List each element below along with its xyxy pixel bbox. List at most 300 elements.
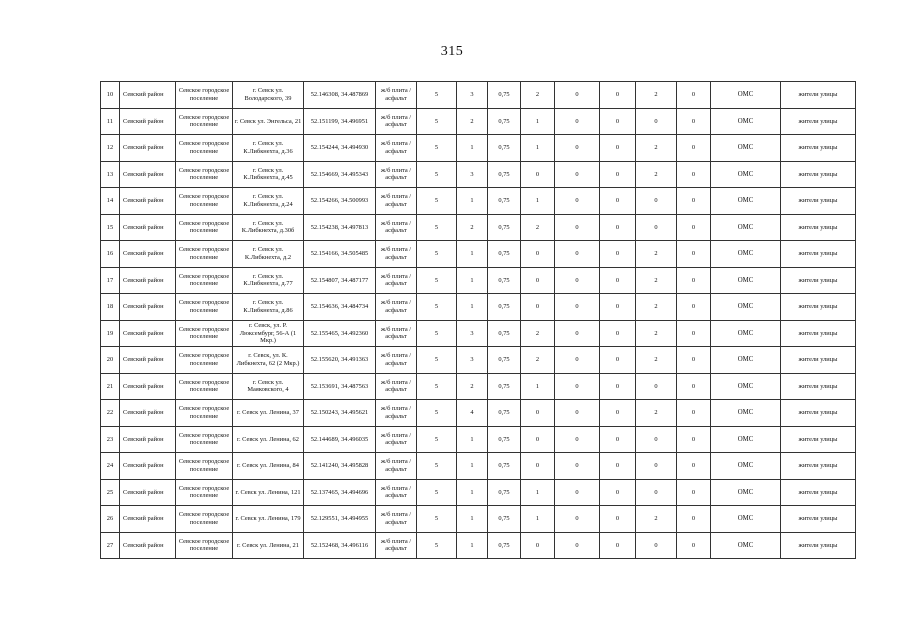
cell-value-3: 0,75: [488, 267, 521, 294]
cell-value-3: 0,75: [488, 188, 521, 215]
cell-owner: ОМС: [711, 320, 781, 347]
table-row: [101, 108, 856, 135]
cell-settlement: Севское городское поселение: [176, 135, 233, 162]
cell-value-2: 1: [457, 135, 488, 162]
cell-address: г. Севск ул. Ленина, 37: [233, 400, 304, 427]
cell-coordinates: 52.146308, 34.487869: [304, 82, 376, 109]
cell-value-3: 0,75: [488, 373, 521, 400]
cell-value-2: 1: [457, 267, 488, 294]
cell-value-8: 0: [677, 294, 711, 321]
cell-surface: ж/б плита /асфальт: [376, 188, 417, 215]
table-row: [101, 479, 856, 506]
cell-value-1: 5: [417, 214, 457, 241]
cell-value-5: 0: [555, 400, 600, 427]
cell-district: Севский район: [120, 320, 176, 347]
cell-surface: ж/б плита /асфальт: [376, 426, 417, 453]
cell-owner: ОМС: [711, 479, 781, 506]
cell-value-4: 0: [521, 241, 555, 268]
cell-coordinates: 52.141240, 34.495828: [304, 453, 376, 480]
cell-value-6: 0: [600, 347, 636, 374]
table-row: [101, 532, 856, 559]
cell-district: Севский район: [120, 188, 176, 215]
table-row: [101, 214, 856, 241]
cell-value-7: 0: [636, 426, 677, 453]
cell-value-2: 1: [457, 506, 488, 533]
cell-address: г. Севск ул. Ленина, 21: [233, 532, 304, 559]
cell-coordinates: 52.154807, 34.487177: [304, 267, 376, 294]
cell-value-4: 0: [521, 532, 555, 559]
cell-value-7: 2: [636, 267, 677, 294]
cell-value-4: 2: [521, 320, 555, 347]
cell-value-5: 0: [555, 347, 600, 374]
table-row: [101, 506, 856, 533]
cell-district: Севский район: [120, 426, 176, 453]
cell-value-6: 0: [600, 188, 636, 215]
cell-row-number: 14: [101, 188, 120, 215]
cell-value-8: 0: [677, 82, 711, 109]
cell-users: жители улицы: [781, 426, 856, 453]
cell-value-4: 0: [521, 426, 555, 453]
cell-value-3: 0,75: [488, 161, 521, 188]
cell-owner: ОМС: [711, 294, 781, 321]
cell-owner: ОМС: [711, 161, 781, 188]
cell-value-5: 0: [555, 267, 600, 294]
cell-value-7: 0: [636, 188, 677, 215]
cell-owner: ОМС: [711, 373, 781, 400]
cell-row-number: 12: [101, 135, 120, 162]
cell-value-1: 5: [417, 161, 457, 188]
cell-value-5: 0: [555, 373, 600, 400]
cell-address: г. Севск ул. Маяковского, 4: [233, 373, 304, 400]
cell-address: г. Севск ул. К.Либкнехта, д.2: [233, 241, 304, 268]
cell-settlement: Севское городское поселение: [176, 214, 233, 241]
table-row: [101, 82, 856, 109]
cell-address: г. Севск ул. К.Либкнехта, д.86: [233, 294, 304, 321]
cell-value-2: 1: [457, 453, 488, 480]
cell-users: жители улицы: [781, 241, 856, 268]
cell-coordinates: 52.153691, 34.487563: [304, 373, 376, 400]
cell-value-5: 0: [555, 188, 600, 215]
cell-row-number: 16: [101, 241, 120, 268]
cell-settlement: Севское городское поселение: [176, 506, 233, 533]
cell-settlement: Севское городское поселение: [176, 241, 233, 268]
cell-owner: ОМС: [711, 108, 781, 135]
cell-value-8: 0: [677, 188, 711, 215]
cell-owner: ОМС: [711, 188, 781, 215]
cell-users: жители улицы: [781, 373, 856, 400]
cell-value-2: 2: [457, 214, 488, 241]
cell-users: жители улицы: [781, 214, 856, 241]
cell-surface: ж/б плита /асфальт: [376, 532, 417, 559]
table-row: [101, 161, 856, 188]
cell-value-7: 2: [636, 294, 677, 321]
cell-value-4: 0: [521, 400, 555, 427]
cell-value-8: 0: [677, 453, 711, 480]
cell-row-number: 18: [101, 294, 120, 321]
cell-address: г. Севск ул. Ленина, 62: [233, 426, 304, 453]
cell-district: Севский район: [120, 214, 176, 241]
cell-row-number: 19: [101, 320, 120, 347]
cell-value-2: 3: [457, 82, 488, 109]
cell-owner: ОМС: [711, 267, 781, 294]
cell-value-7: 0: [636, 453, 677, 480]
cell-value-7: 2: [636, 135, 677, 162]
cell-value-5: 0: [555, 82, 600, 109]
cell-value-1: 5: [417, 320, 457, 347]
table-row: [101, 135, 856, 162]
cell-value-8: 0: [677, 214, 711, 241]
cell-surface: ж/б плита /асфальт: [376, 506, 417, 533]
cell-value-2: 4: [457, 400, 488, 427]
cell-value-5: 0: [555, 161, 600, 188]
cell-row-number: 21: [101, 373, 120, 400]
cell-value-8: 0: [677, 108, 711, 135]
cell-value-5: 0: [555, 320, 600, 347]
cell-value-1: 5: [417, 347, 457, 374]
cell-surface: ж/б плита /асфальт: [376, 400, 417, 427]
cell-address: г. Севск, ул. К. Либкнехта, 62 (2 Мкр.): [233, 347, 304, 374]
cell-owner: ОМС: [711, 506, 781, 533]
cell-value-7: 0: [636, 108, 677, 135]
cell-value-1: 5: [417, 426, 457, 453]
cell-value-3: 0,75: [488, 214, 521, 241]
cell-users: жители улицы: [781, 267, 856, 294]
cell-value-7: 2: [636, 506, 677, 533]
cell-value-8: 0: [677, 161, 711, 188]
cell-surface: ж/б плита /асфальт: [376, 373, 417, 400]
cell-settlement: Севское городское поселение: [176, 373, 233, 400]
cell-value-8: 0: [677, 135, 711, 162]
cell-value-2: 1: [457, 479, 488, 506]
cell-value-3: 0,75: [488, 320, 521, 347]
cell-row-number: 10: [101, 82, 120, 109]
cell-value-6: 0: [600, 214, 636, 241]
cell-value-4: 1: [521, 506, 555, 533]
cell-value-6: 0: [600, 400, 636, 427]
cell-address: г. Севск, ул. Р. Люксембург, 56-А (1 Мкр.): [233, 320, 304, 347]
cell-value-3: 0,75: [488, 347, 521, 374]
table-row: [101, 320, 856, 347]
cell-address: г. Севск ул. Ленина, 84: [233, 453, 304, 480]
cell-surface: ж/б плита /асфальт: [376, 267, 417, 294]
cell-surface: ж/б плита /асфальт: [376, 479, 417, 506]
cell-value-4: 2: [521, 214, 555, 241]
cell-users: жители улицы: [781, 294, 856, 321]
cell-settlement: Севское городское поселение: [176, 320, 233, 347]
cell-coordinates: 52.154244, 34.494930: [304, 135, 376, 162]
cell-coordinates: 52.154238, 34.497813: [304, 214, 376, 241]
cell-value-5: 0: [555, 453, 600, 480]
cell-owner: ОМС: [711, 347, 781, 374]
cell-owner: ОМС: [711, 241, 781, 268]
cell-coordinates: 52.137465, 34.494696: [304, 479, 376, 506]
cell-value-2: 1: [457, 188, 488, 215]
cell-value-1: 5: [417, 267, 457, 294]
cell-district: Севский район: [120, 241, 176, 268]
cell-address: г. Севск ул. К.Либкнехта, д.77: [233, 267, 304, 294]
cell-surface: ж/б плита /асфальт: [376, 294, 417, 321]
table-row: [101, 426, 856, 453]
cell-settlement: Севское городское поселение: [176, 82, 233, 109]
cell-value-7: 2: [636, 82, 677, 109]
cell-value-1: 5: [417, 373, 457, 400]
table-row: [101, 267, 856, 294]
cell-value-4: 1: [521, 373, 555, 400]
cell-surface: ж/б плита /асфальт: [376, 135, 417, 162]
cell-district: Севский район: [120, 82, 176, 109]
cell-value-1: 5: [417, 479, 457, 506]
cell-row-number: 26: [101, 506, 120, 533]
cell-row-number: 17: [101, 267, 120, 294]
cell-owner: ОМС: [711, 532, 781, 559]
cell-value-5: 0: [555, 532, 600, 559]
cell-value-5: 0: [555, 214, 600, 241]
cell-settlement: Севское городское поселение: [176, 267, 233, 294]
cell-settlement: Севское городское поселение: [176, 426, 233, 453]
cell-address: г. Севск ул. Володарского, 39: [233, 82, 304, 109]
cell-value-6: 0: [600, 320, 636, 347]
cell-row-number: 15: [101, 214, 120, 241]
cell-value-3: 0,75: [488, 426, 521, 453]
cell-value-8: 0: [677, 479, 711, 506]
cell-value-2: 3: [457, 320, 488, 347]
cell-value-1: 5: [417, 400, 457, 427]
cell-coordinates: 52.144689, 34.496035: [304, 426, 376, 453]
cell-district: Севский район: [120, 400, 176, 427]
cell-coordinates: 52.154669, 34.495343: [304, 161, 376, 188]
cell-district: Севский район: [120, 294, 176, 321]
cell-value-7: 0: [636, 373, 677, 400]
cell-owner: ОМС: [711, 214, 781, 241]
cell-surface: ж/б плита /асфальт: [376, 82, 417, 109]
cell-row-number: 25: [101, 479, 120, 506]
cell-value-6: 0: [600, 453, 636, 480]
cell-settlement: Севское городское поселение: [176, 161, 233, 188]
table-row: [101, 400, 856, 427]
cell-value-2: 3: [457, 347, 488, 374]
table-row: [101, 347, 856, 374]
cell-value-2: 3: [457, 161, 488, 188]
cell-value-2: 1: [457, 241, 488, 268]
cell-row-number: 22: [101, 400, 120, 427]
cell-users: жители улицы: [781, 479, 856, 506]
cell-row-number: 27: [101, 532, 120, 559]
cell-owner: ОМС: [711, 426, 781, 453]
cell-surface: ж/б плита /асфальт: [376, 241, 417, 268]
cell-row-number: 20: [101, 347, 120, 374]
table-row: [101, 188, 856, 215]
cell-coordinates: 52.155465, 34.492360: [304, 320, 376, 347]
cell-value-6: 0: [600, 161, 636, 188]
cell-value-1: 5: [417, 135, 457, 162]
cell-value-1: 5: [417, 241, 457, 268]
cell-value-7: 0: [636, 214, 677, 241]
cell-owner: ОМС: [711, 453, 781, 480]
cell-district: Севский район: [120, 267, 176, 294]
cell-value-2: 1: [457, 294, 488, 321]
cell-settlement: Севское городское поселение: [176, 347, 233, 374]
cell-owner: ОМС: [711, 400, 781, 427]
container-site-registry-table: [100, 81, 856, 559]
table-row: [101, 294, 856, 321]
cell-row-number: 23: [101, 426, 120, 453]
cell-settlement: Севское городское поселение: [176, 453, 233, 480]
cell-users: жители улицы: [781, 506, 856, 533]
cell-settlement: Севское городское поселение: [176, 108, 233, 135]
cell-value-7: 2: [636, 320, 677, 347]
cell-surface: ж/б плита /асфальт: [376, 108, 417, 135]
cell-users: жители улицы: [781, 320, 856, 347]
cell-row-number: 11: [101, 108, 120, 135]
cell-value-3: 0,75: [488, 241, 521, 268]
cell-users: жители улицы: [781, 108, 856, 135]
cell-value-3: 0,75: [488, 294, 521, 321]
cell-address: г. Севск ул. Ленина, 121: [233, 479, 304, 506]
cell-value-8: 0: [677, 426, 711, 453]
cell-value-4: 1: [521, 188, 555, 215]
cell-value-3: 0,75: [488, 532, 521, 559]
cell-value-1: 5: [417, 506, 457, 533]
cell-value-5: 0: [555, 506, 600, 533]
cell-value-4: 1: [521, 479, 555, 506]
cell-value-6: 0: [600, 294, 636, 321]
cell-settlement: Севское городское поселение: [176, 400, 233, 427]
cell-value-3: 0,75: [488, 400, 521, 427]
cell-value-8: 0: [677, 506, 711, 533]
cell-value-6: 0: [600, 82, 636, 109]
cell-value-2: 2: [457, 373, 488, 400]
cell-value-8: 0: [677, 241, 711, 268]
cell-district: Севский район: [120, 453, 176, 480]
cell-value-6: 0: [600, 532, 636, 559]
cell-value-7: 2: [636, 161, 677, 188]
cell-value-8: 0: [677, 373, 711, 400]
cell-value-8: 0: [677, 532, 711, 559]
cell-value-3: 0,75: [488, 453, 521, 480]
cell-coordinates: 52.154166, 34.505485: [304, 241, 376, 268]
cell-coordinates: 52.155620, 34.491363: [304, 347, 376, 374]
cell-value-4: 1: [521, 108, 555, 135]
cell-users: жители улицы: [781, 161, 856, 188]
cell-value-4: 2: [521, 82, 555, 109]
cell-value-1: 5: [417, 453, 457, 480]
cell-value-7: 0: [636, 532, 677, 559]
cell-value-7: 2: [636, 400, 677, 427]
cell-value-4: 0: [521, 267, 555, 294]
cell-district: Севский район: [120, 161, 176, 188]
cell-value-5: 0: [555, 479, 600, 506]
cell-users: жители улицы: [781, 135, 856, 162]
cell-settlement: Севское городское поселение: [176, 294, 233, 321]
cell-value-6: 0: [600, 506, 636, 533]
cell-value-4: 1: [521, 135, 555, 162]
cell-value-5: 0: [555, 294, 600, 321]
cell-value-7: 2: [636, 347, 677, 374]
cell-value-3: 0,75: [488, 108, 521, 135]
cell-value-4: 2: [521, 347, 555, 374]
cell-users: жители улицы: [781, 347, 856, 374]
cell-coordinates: 52.152468, 34.496116: [304, 532, 376, 559]
cell-value-6: 0: [600, 135, 636, 162]
cell-value-6: 0: [600, 373, 636, 400]
cell-users: жители улицы: [781, 532, 856, 559]
cell-value-2: 1: [457, 426, 488, 453]
cell-surface: ж/б плита /асфальт: [376, 214, 417, 241]
cell-value-6: 0: [600, 426, 636, 453]
cell-row-number: 13: [101, 161, 120, 188]
cell-value-5: 0: [555, 241, 600, 268]
cell-value-1: 5: [417, 294, 457, 321]
table-row: [101, 453, 856, 480]
cell-value-8: 0: [677, 267, 711, 294]
cell-owner: ОМС: [711, 82, 781, 109]
cell-address: г. Севск ул. Ленина, 179: [233, 506, 304, 533]
cell-address: г. Севск ул. К.Либкнехта, д.36: [233, 135, 304, 162]
cell-value-6: 0: [600, 267, 636, 294]
cell-value-5: 0: [555, 108, 600, 135]
cell-settlement: Севское городское поселение: [176, 479, 233, 506]
cell-value-3: 0,75: [488, 506, 521, 533]
cell-coordinates: 52.154636, 34.484734: [304, 294, 376, 321]
cell-surface: ж/б плита /асфальт: [376, 320, 417, 347]
cell-users: жители улицы: [781, 400, 856, 427]
cell-value-8: 0: [677, 347, 711, 374]
cell-surface: ж/б плита /асфальт: [376, 453, 417, 480]
cell-value-3: 0,75: [488, 479, 521, 506]
cell-value-1: 5: [417, 188, 457, 215]
cell-district: Севский район: [120, 135, 176, 162]
cell-settlement: Севское городское поселение: [176, 532, 233, 559]
cell-value-6: 0: [600, 241, 636, 268]
cell-address: г. Севск ул. К.Либкнехта, д.24: [233, 188, 304, 215]
cell-value-6: 0: [600, 479, 636, 506]
cell-value-3: 0,75: [488, 135, 521, 162]
cell-coordinates: 52.151199, 34.496951: [304, 108, 376, 135]
table-row: [101, 373, 856, 400]
cell-value-1: 5: [417, 108, 457, 135]
cell-surface: ж/б плита /асфальт: [376, 161, 417, 188]
cell-value-4: 0: [521, 453, 555, 480]
cell-value-8: 0: [677, 400, 711, 427]
cell-coordinates: 52.129551, 34.494955: [304, 506, 376, 533]
cell-address: г. Севск ул. К.Либкнехта, д.30б: [233, 214, 304, 241]
cell-value-2: 2: [457, 108, 488, 135]
cell-district: Севский район: [120, 479, 176, 506]
cell-coordinates: 52.150243, 34.495621: [304, 400, 376, 427]
cell-address: г. Севск ул. Энгельса, 21: [233, 108, 304, 135]
cell-value-5: 0: [555, 135, 600, 162]
cell-users: жители улицы: [781, 453, 856, 480]
cell-value-7: 0: [636, 479, 677, 506]
cell-owner: ОМС: [711, 135, 781, 162]
table-body: [101, 82, 856, 559]
cell-district: Севский район: [120, 347, 176, 374]
cell-value-4: 0: [521, 294, 555, 321]
cell-surface: ж/б плита /асфальт: [376, 347, 417, 374]
cell-district: Севский район: [120, 108, 176, 135]
table-row: [101, 241, 856, 268]
cell-settlement: Севское городское поселение: [176, 188, 233, 215]
cell-value-4: 0: [521, 161, 555, 188]
cell-value-3: 0,75: [488, 82, 521, 109]
cell-value-1: 5: [417, 532, 457, 559]
cell-value-8: 0: [677, 320, 711, 347]
cell-district: Севский район: [120, 532, 176, 559]
cell-row-number: 24: [101, 453, 120, 480]
cell-value-1: 5: [417, 82, 457, 109]
cell-users: жители улицы: [781, 82, 856, 109]
cell-district: Севский район: [120, 373, 176, 400]
